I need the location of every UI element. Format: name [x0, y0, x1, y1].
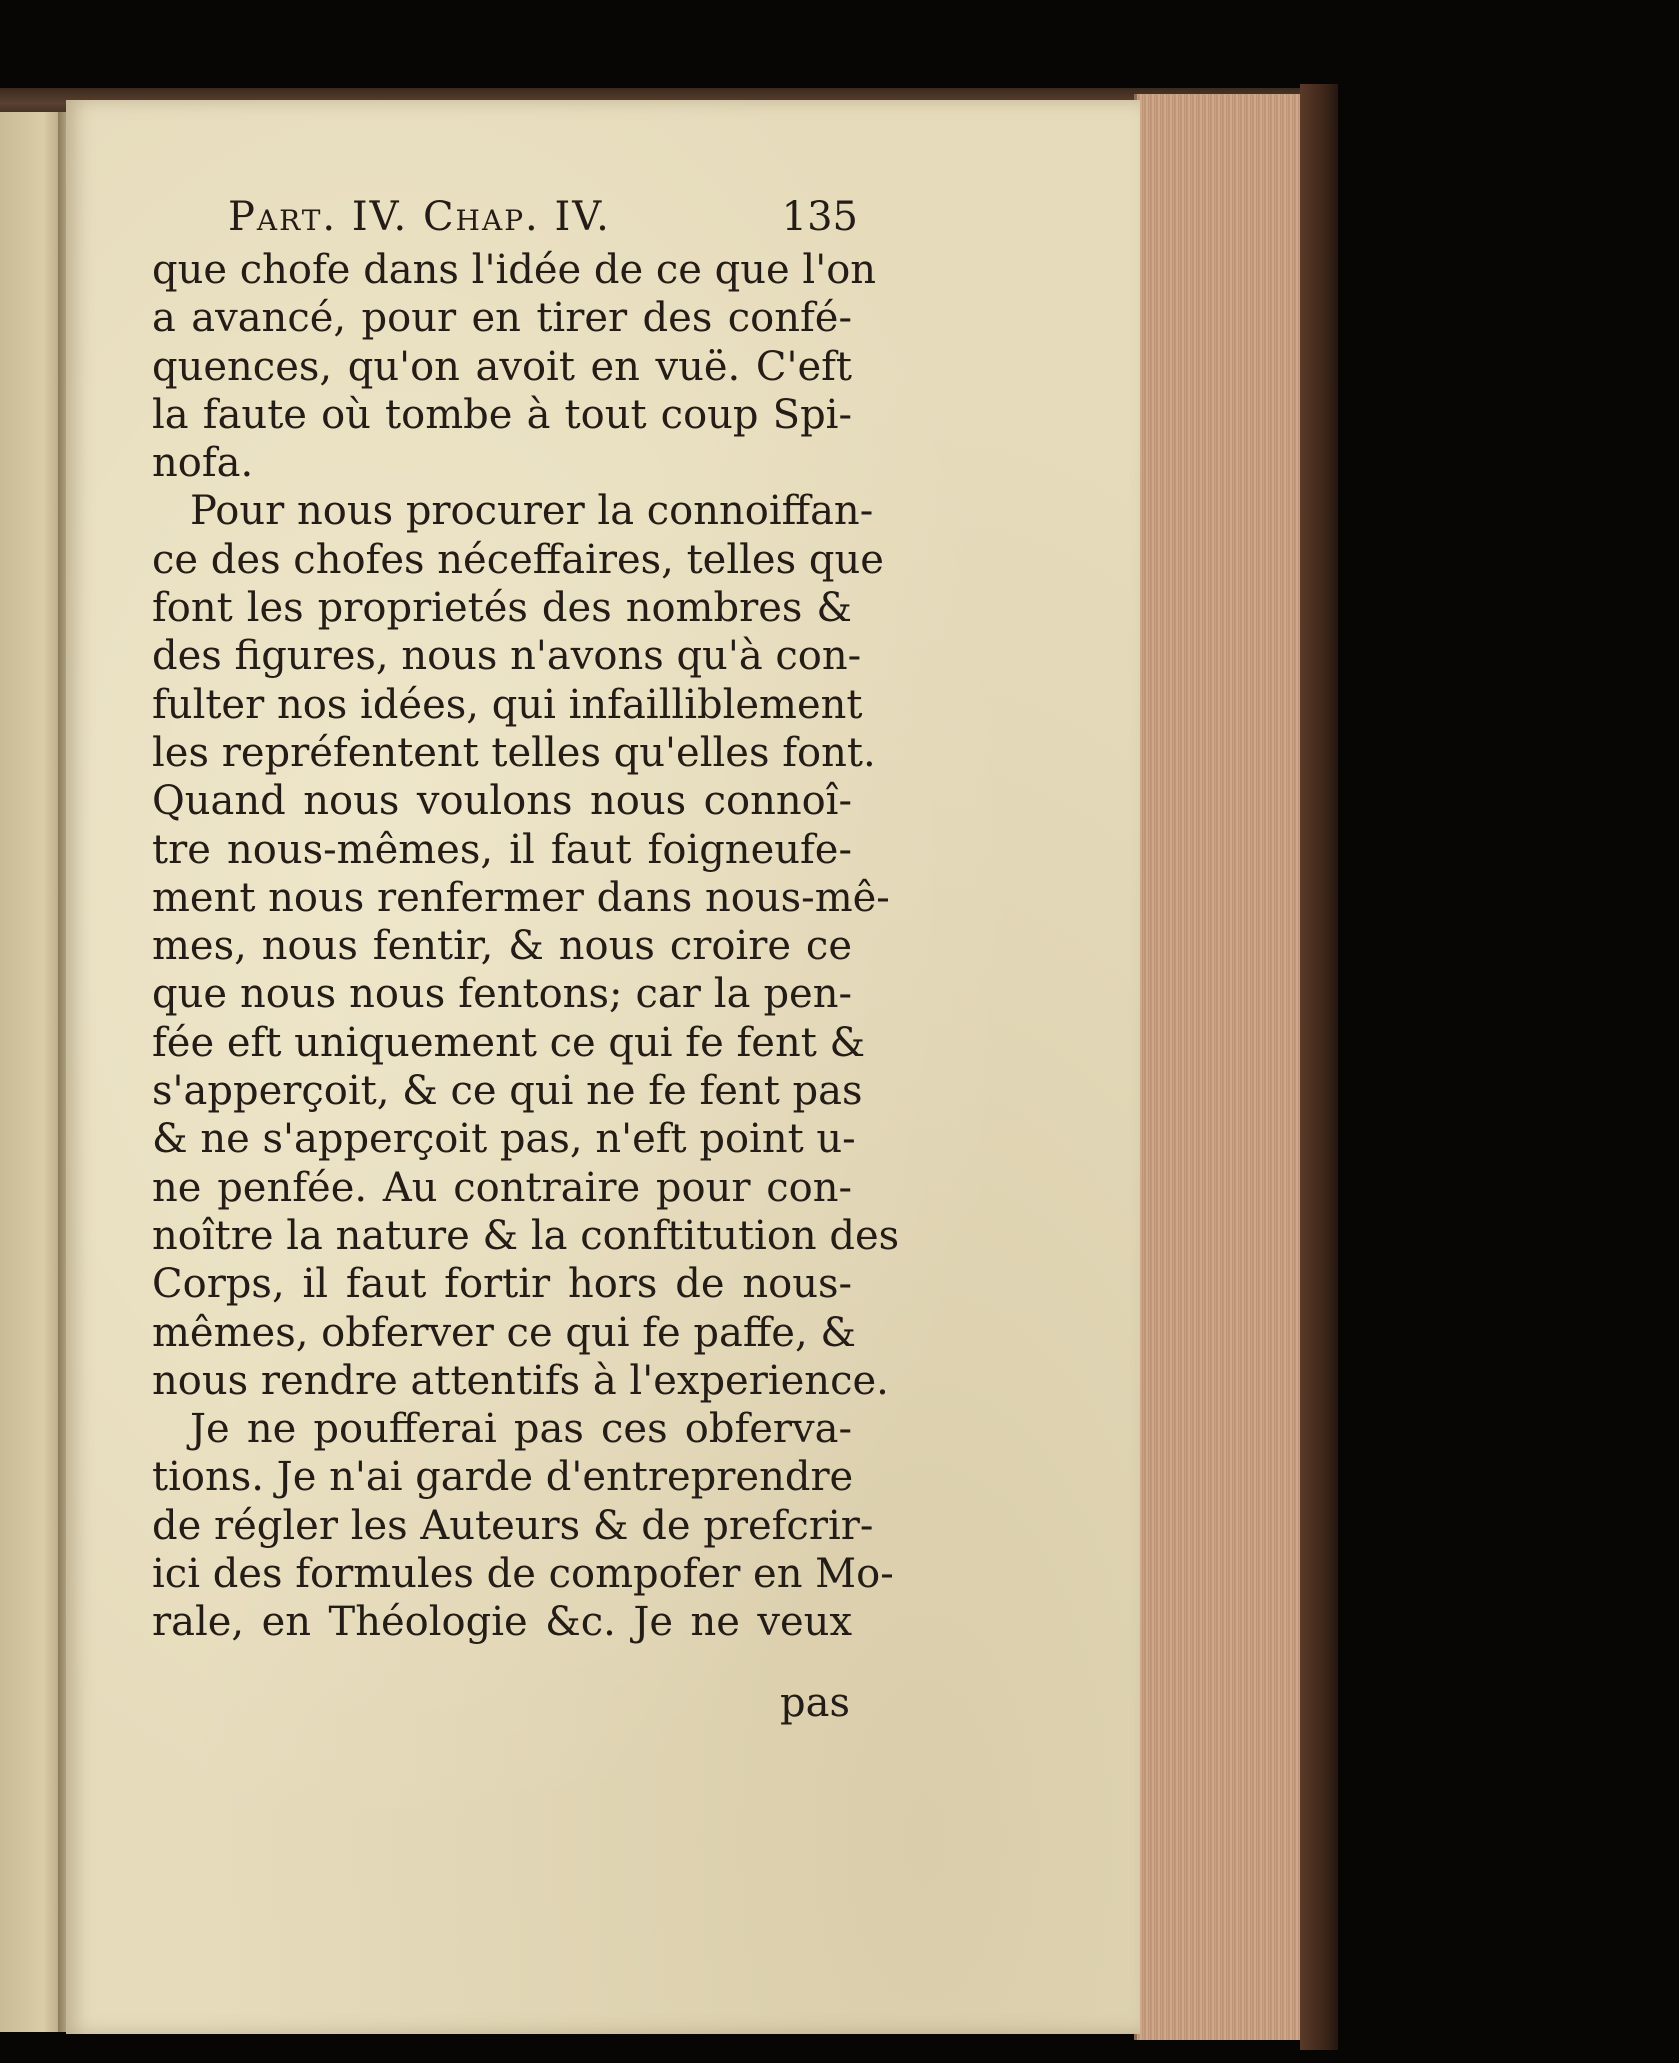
text-line: ici des formules de compofer en Mo- [152, 1551, 894, 1598]
catchword: pas [780, 1680, 850, 1726]
text-line: rale, en Théologie &c. Je ne veux [152, 1599, 852, 1646]
text-line: noître la nature & la conftitution des [152, 1212, 900, 1259]
text-line: tre nous-mêmes, il faut foigneufe- [152, 826, 852, 873]
text-line: la faute où tombe à tout coup Spi- [152, 391, 852, 438]
fore-edge [1134, 94, 1309, 2040]
text-line: de régler les Auteurs & de prefcrir- [152, 1502, 874, 1549]
running-title: Part. IV. Chap. IV. [228, 194, 611, 240]
text-line: ce des chofes néceffaires, telles que [152, 536, 884, 583]
page-body [152, 246, 900, 1647]
text-line: a avancé, pour en tirer des confé- [152, 295, 852, 342]
text-line: que chofe dans l'idée de ce que l'on [152, 247, 877, 293]
text-line: que nous nous fentons; car la pen- [152, 971, 852, 1018]
text-line: fée eft uniquement ce qui fe fent & [152, 1019, 866, 1066]
text-line: Quand nous voulons nous connoî- [152, 778, 852, 825]
text-line: Corps, il faut fortir hors de nous- [152, 1261, 852, 1308]
text-line: Pour nous procurer la connoiffan- [190, 488, 874, 535]
text-line: s'apperçoit, & ce qui ne fe fent pas [152, 1068, 863, 1115]
text-line: mes, nous fentir, & nous croire ce [152, 923, 852, 970]
text-line: quences, qu'on avoit en vuë. C'eft [152, 343, 852, 390]
text-line: fulter nos idées, qui infailliblement [152, 681, 863, 728]
text-line: mêmes, obferver ce qui fe paffe, & [152, 1309, 856, 1356]
text-line: & ne s'apperçoit pas, n'eft point u- [152, 1116, 856, 1163]
text-line: les repréfentent telles qu'elles font. [152, 729, 876, 776]
page-number: 135 [781, 194, 858, 240]
text-line: nofa. [152, 440, 254, 487]
facing-page-sliver [0, 112, 62, 2032]
text-line: font les proprietés des nombres & [152, 585, 852, 632]
text-line: des figures, nous n'avons qu'à con- [152, 633, 862, 680]
text-line: Je ne poufferai pas ces obferva- [190, 1406, 852, 1453]
running-head [228, 194, 858, 244]
text-line: tions. Je n'ai garde d'entreprendre [152, 1454, 854, 1501]
text-line: ment nous renfermer dans nous-mê- [152, 874, 890, 921]
text-line: ne penfée. Au contraire pour con- [152, 1164, 852, 1211]
text-line: nous rendre attentifs à l'experience. [152, 1357, 889, 1404]
book-board [1300, 84, 1338, 2050]
